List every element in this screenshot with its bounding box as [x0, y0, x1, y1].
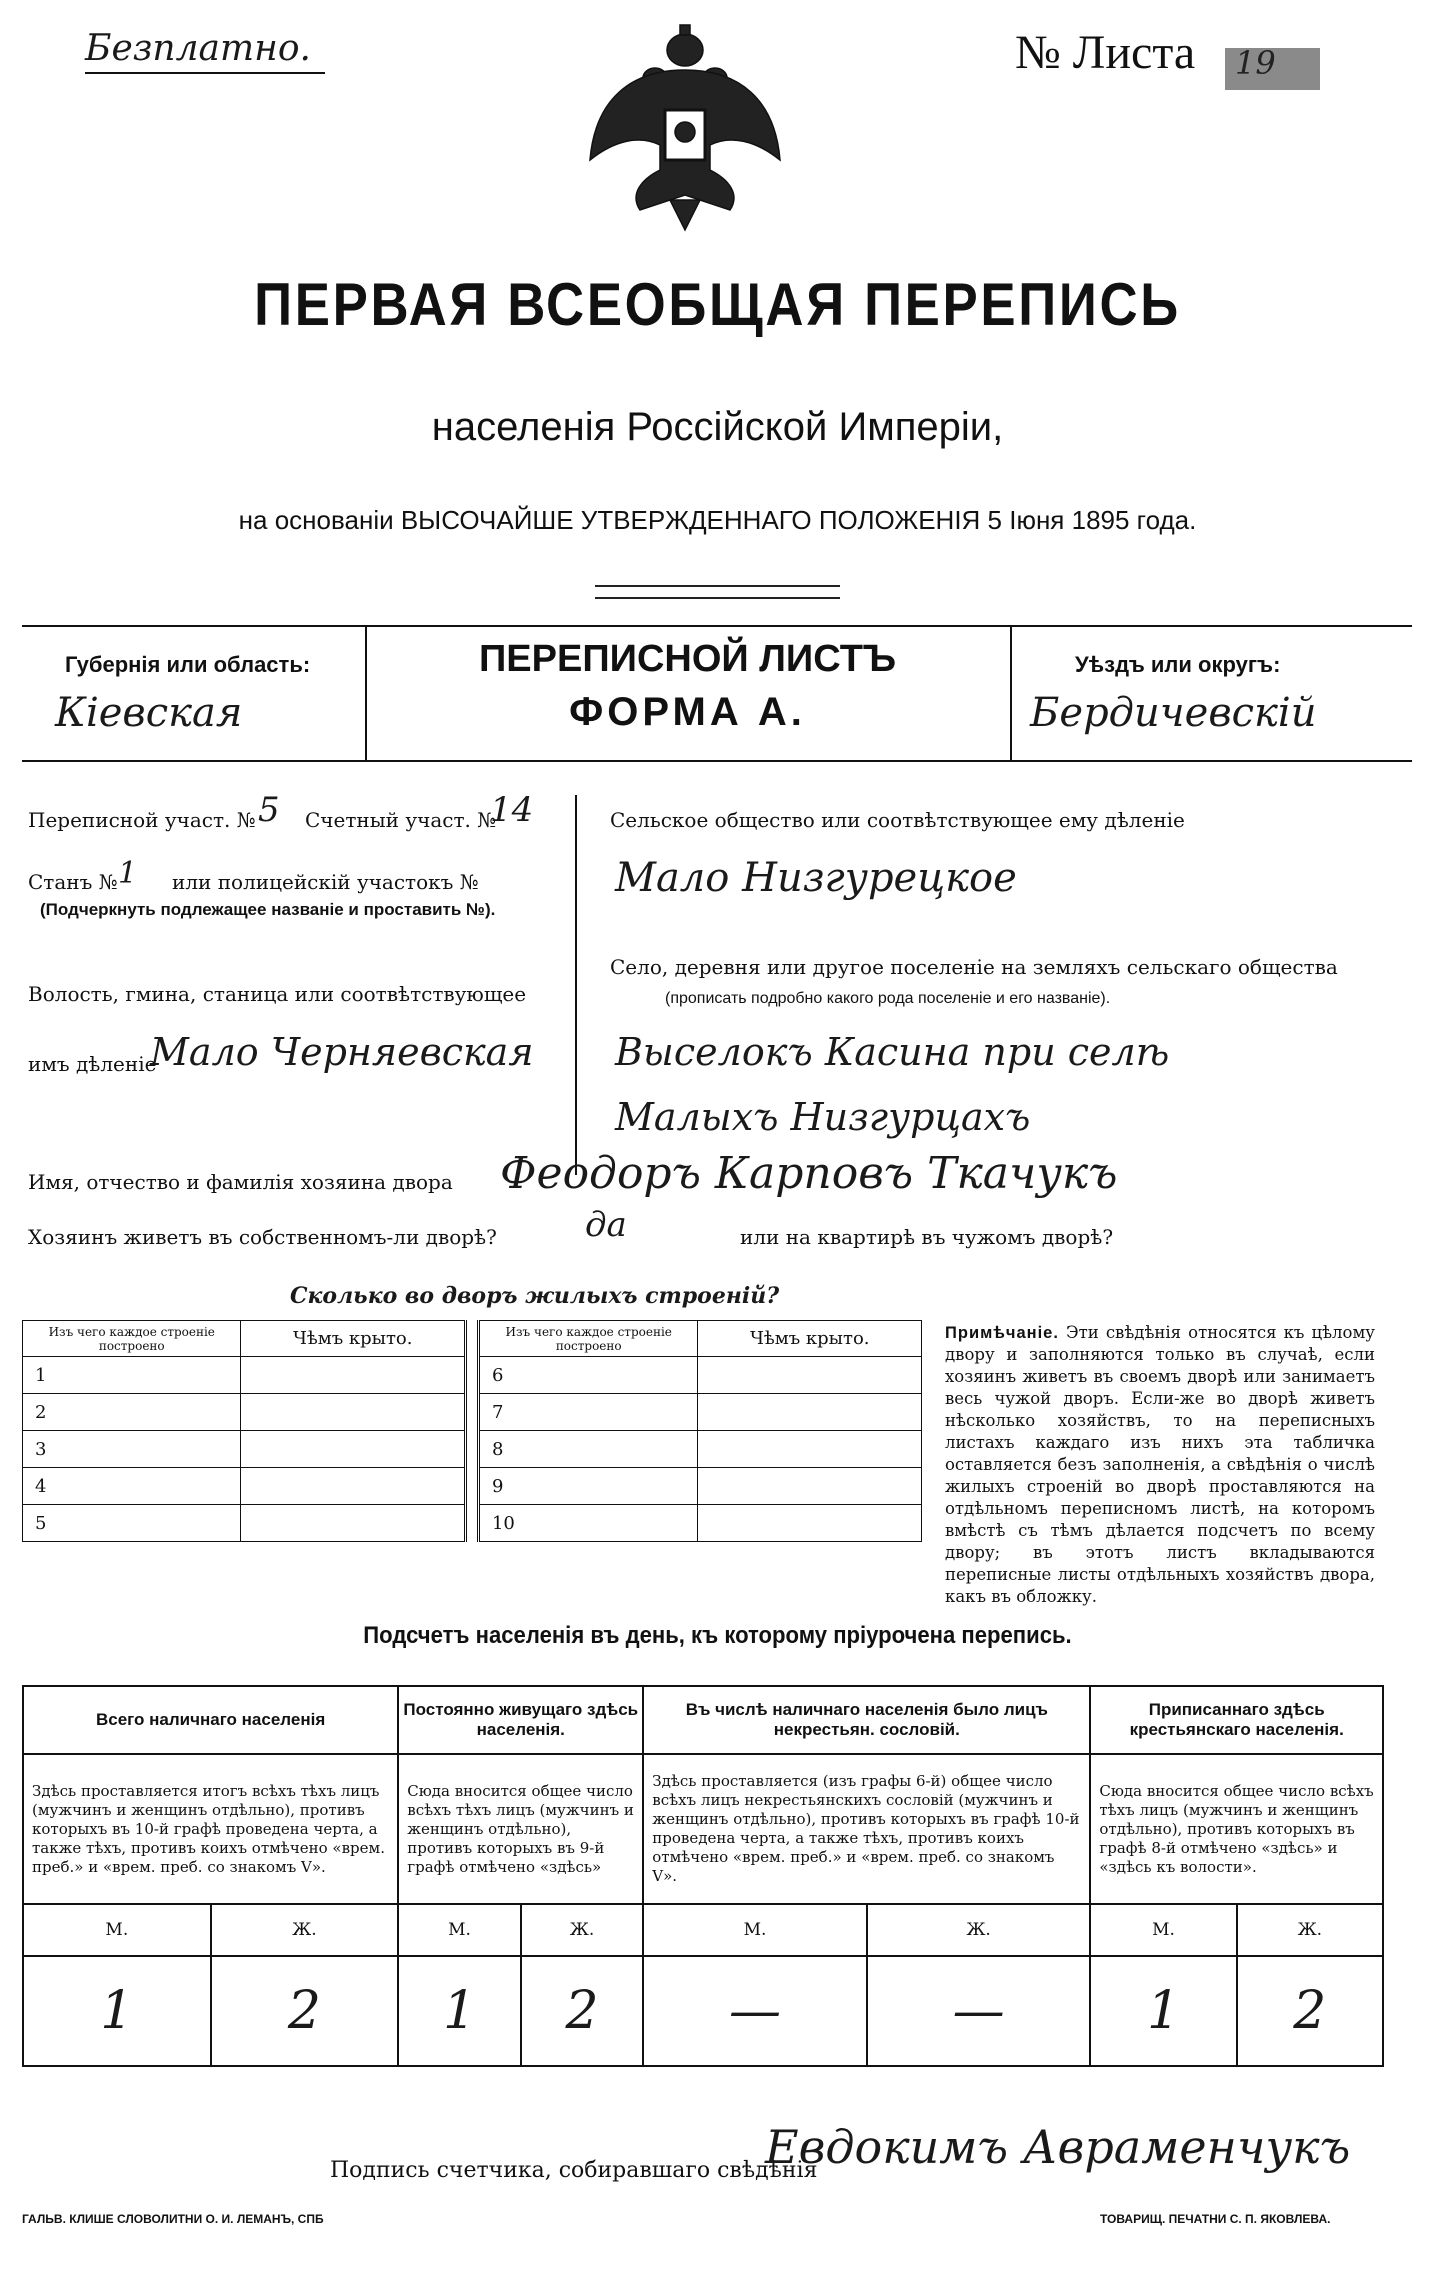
legal-basis: на основаніи ВЫСОЧАЙШЕ УТВЕРЖДЕННАГО ПОЛОЖЕНІЯ 5 Іюня 1895 года. [238, 505, 1197, 535]
material-header-right: Изъ чего каждое строеніе построено [478, 1321, 697, 1357]
counting-district-label: Счетный участ. № [305, 808, 497, 832]
table-row: 1 6 [23, 1357, 922, 1394]
note-block [945, 1322, 1375, 1608]
count-col-description: Сюда вносится общее число всѣхъ тѣхъ лицъ (мужчинъ и женщинъ отдѣльно), противъ которыхъ въ графѣ 8-й отмѣчено «здѣсь» и «здѣсь къ волости». [1090, 1754, 1383, 1904]
underline-note: (Подчеркнуть подлежащее названіе и проставить №). [40, 900, 496, 919]
village-value-line-1: Выселокъ Касина при селѣ [615, 1030, 1170, 1074]
male-header: М. [23, 1904, 211, 1956]
form-subtitle: ФОРМА А. [569, 690, 806, 734]
table-row: 3 8 [23, 1431, 922, 1468]
stan-value: 1 [118, 856, 138, 891]
police-district-label: или полицейскій участокъ № [172, 870, 479, 894]
material-header-left: Изъ чего каждое строеніе построено [23, 1321, 241, 1357]
sheet-number-label: № Листа [1015, 26, 1196, 79]
count-col-header: Приписаннаго здѣсь крестьянскаго населенія. [1090, 1686, 1383, 1754]
table-row: 4 9 [23, 1468, 922, 1505]
society-value: Мало Низгурецкое [615, 855, 1017, 901]
free-label: Безплатно. [85, 28, 311, 69]
roof-header-right: Чѣмъ крыто. [698, 1321, 922, 1357]
own-yard-label: Хозяинъ живетъ въ собственномъ-ли дворѣ? [28, 1225, 497, 1249]
female-header: Ж. [211, 1904, 399, 1956]
volost-label-2: имъ дѣленіе [28, 1052, 157, 1076]
village-note: (прописать подробно какого рода поселеніе и его названіе). [665, 990, 1111, 1007]
male-header: М. [1090, 1904, 1236, 1956]
note-title: Примѣчаніе. [945, 1324, 1059, 1342]
owner-value: Феодоръ Карповъ Ткачукъ [500, 1148, 1118, 1199]
sheet-number-value: 19 [1235, 44, 1276, 82]
count-col-header: Всего наличнаго населенія [23, 1686, 398, 1754]
village-label: Село, деревня или другое поселеніе на земляхъ сельскаго общества [610, 955, 1338, 979]
page-title: ПЕРВАЯ ВСЕОБЩАЯ ПЕРЕПИСЬ [254, 271, 1181, 338]
free-underline [85, 72, 325, 74]
society-label: Сельское общество или соотвѣтствующее ему дѣленіе [610, 808, 1185, 832]
header-bottom-rule [22, 760, 1412, 762]
printer-left: ГАЛЬВ. КЛИШЕ СЛОВОЛИТНИ О. И. ЛЕМАНЪ, СПБ [22, 2212, 324, 2226]
count-col-description: Здѣсь проставляется итогъ всѣхъ тѣхъ лицъ (мужчинъ и женщинъ отдѣльно), противъ которыхъ въ 10-й графѣ проведена черта, а также тѣхъ, противъ коихъ отмѣчено «врем. преб.» и «врем. преб. со знакомъ V». [23, 1754, 398, 1904]
uezd-label: Уѣздъ или округъ: [1075, 652, 1281, 677]
count-female-value: 2 [1237, 1956, 1383, 2066]
population-count-table [22, 1685, 1384, 2067]
stan-label: Станъ № [28, 870, 118, 894]
rent-label: или на квартирѣ въ чужомъ дворѣ? [740, 1225, 1114, 1249]
female-header: Ж. [1237, 1904, 1383, 1956]
volost-value: Мало Черняевская [150, 1030, 534, 1074]
count-col-description: Здѣсь проставляется (изъ графы 6-й) общее число всѣхъ лицъ некрестьянскихъ сословій (мужчинъ и женщинъ отдѣльно), противъ которыхъ въ графѣ 10-й проведена черта, а также тѣхъ, противъ коихъ отмѣчено «врем. преб.» и «врем. преб. со знакомъ V». [643, 1754, 1090, 1904]
table-row: 5 10 [23, 1505, 922, 1542]
count-female-value: 2 [521, 1956, 644, 2066]
page-subtitle: населенія Россійской Имперіи, [431, 405, 1004, 449]
header-divider-right [1010, 625, 1012, 760]
count-male-value: 1 [23, 1956, 211, 2066]
count-col-header: Въ числѣ наличнаго населенія было лицъ некрестьян. сословій. [643, 1686, 1090, 1754]
roof-header-left: Чѣмъ крыто. [241, 1321, 465, 1357]
fields-divider [575, 795, 577, 1175]
table-row: 2 7 [23, 1394, 922, 1431]
census-district-label: Переписной участ. № [28, 808, 256, 832]
printer-right: ТОВАРИЩ. ПЕЧАТНИ С. П. ЯКОВЛЕВА. [1100, 2212, 1331, 2226]
buildings-table [22, 1320, 922, 1542]
count-male-value: 1 [398, 1956, 521, 2066]
counting-district-value: 14 [490, 790, 534, 830]
double-headed-eagle-emblem [570, 20, 800, 235]
owner-label: Имя, отчество и фамилія хозяина двора [28, 1170, 453, 1194]
signature-value: Евдокимъ Авраменчукъ [765, 2120, 1351, 2174]
note-text: Эти свѣдѣнія относятся къ цѣлому двору и заполняются только въ случаѣ, если хозяинъ живетъ въ своемъ дворѣ или занимаетъ весь чужой дворъ. Если-же во дворѣ живетъ нѣсколько хозяйствъ, то на переписныхъ листахъ каждаго изъ нихъ эта табличка оставляется безъ заполненія, а свѣдѣнія о числѣ жилыхъ строеній во дворѣ проставляются на отдѣльномъ переписномъ листѣ, на которомъ вмѣстѣ съ тѣмъ дѣлается подсчетъ по всему двору; въ этотъ листъ вкладываются переписные листы отдѣльныхъ хозяйствъ двора, какъ въ обложку. [945, 1323, 1375, 1606]
own-yard-value: да [585, 1205, 627, 1245]
village-value-line-2: Малыхъ Низгурцахъ [615, 1095, 1031, 1139]
female-header: Ж. [867, 1904, 1091, 1956]
signature-label: Подпись счетчика, собиравшаго свѣдѣнія [330, 2158, 818, 2183]
count-male-value: 1 [1090, 1956, 1236, 2066]
census-district-value: 5 [258, 790, 280, 830]
count-female-value: 2 [211, 1956, 399, 2066]
header-top-rule [22, 625, 1412, 627]
female-header: Ж. [521, 1904, 644, 1956]
count-male-value: — [643, 1956, 867, 2066]
gubernia-label: Губернія или область: [65, 652, 311, 677]
count-col-description: Сюда вносится общее число всѣхъ тѣхъ лицъ (мужчинъ и женщинъ отдѣльно), противъ которыхъ въ 9-й графѣ отмѣчено «здѣсь» [398, 1754, 643, 1904]
count-col-header: Постоянно живущаго здѣсь населенія. [398, 1686, 643, 1754]
uezd-value: Бердичевскій [1030, 690, 1317, 736]
male-header: М. [398, 1904, 521, 1956]
gubernia-value: Кіевская [55, 690, 243, 736]
buildings-question: Сколько во дворъ жилыхъ строеній? [290, 1283, 780, 1309]
ornament-divider [595, 585, 840, 599]
count-female-value: — [867, 1956, 1091, 2066]
volost-label: Волость, гмина, станица или соотвѣтствующее [28, 982, 527, 1006]
count-title: Подсчетъ населенія въ день, къ которому пріурочена перепись. [363, 1622, 1072, 1649]
male-header: М. [643, 1904, 867, 1956]
form-title: ПЕРЕПИСНОЙ ЛИСТЪ [478, 638, 897, 680]
